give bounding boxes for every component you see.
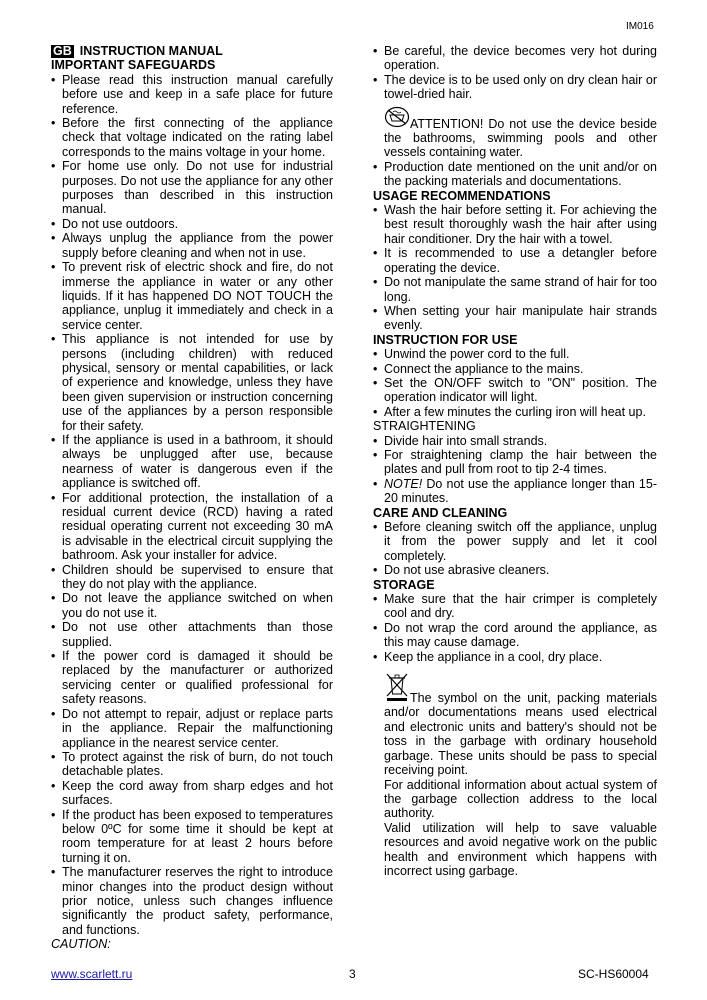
recycle-info: For additional information about actual system of the garbage collection address to the local authority. (384, 777, 657, 821)
usage-list (373, 203, 657, 333)
list-item: • Do not leave the appliance switched on when you do not use it. (51, 591, 333, 620)
list-item: • Do not use outdoors. (51, 217, 333, 231)
list-item: • Always unplug the appliance from the power supply before cleaning and when not in use. (51, 231, 333, 260)
note-label: NOTE! (384, 476, 423, 491)
list-item: • It is recommended to use a detangler before operating the device. (373, 246, 657, 275)
list-item: • For straightening clamp the hair between the plates and pull from root to tip 2-4 times. (373, 448, 657, 477)
caution-label: CAUTION: (51, 937, 111, 952)
note-item: • NOTE! Do not use the appliance longer than 15-20 minutes. (373, 477, 657, 506)
left-column (51, 44, 333, 952)
list-item: • Production date mentioned on the unit and/or on the packing materials and documentations. (373, 160, 657, 189)
section-straightening: STRAIGHTENING (373, 419, 476, 434)
model-number: SC-HS60004 (578, 967, 649, 981)
recycle-valid: Valid utilization will help to save valuable resources and avoid negative work on the public health and environment which happens with incorrect using garbage. (384, 820, 657, 878)
list-item: • Connect the appliance to the mains. (373, 362, 657, 376)
page-number: 3 (349, 967, 356, 981)
manual-title: GB INSTRUCTION MANUAL (53, 44, 223, 58)
section-storage: STORAGE (373, 577, 435, 592)
section-safeguards: IMPORTANT SAFEGUARDS (51, 58, 216, 73)
list-item: • Keep the appliance in a cool, dry place. (373, 650, 657, 664)
no-water-icon (384, 106, 410, 131)
section-instruction: INSTRUCTION FOR USE (373, 332, 518, 347)
list-item: • After a few minutes the curling iron will heat up. (373, 405, 657, 419)
section-usage: USAGE RECOMMENDATIONS (373, 188, 551, 203)
production-info (373, 160, 657, 189)
list-item: • Set the ON/OFF switch to "ON" position. The operation indicator will light. (373, 376, 657, 405)
care-list (373, 520, 657, 578)
list-item: • For additional protection, the installation of a residual current device (RCD) having a rated residual operating current not exceeding 30 mA is advisable in the electrical circuit supplying the bathroom. Ask your installer for advice. (51, 491, 333, 563)
straightening-list (373, 434, 657, 506)
list-item: • Do not wrap the cord around the appliance, as this may cause damage. (373, 621, 657, 650)
list-item: • This appliance is not intended for use by persons (including children) with reduced physical, sensory or mental capabilities, or lack of experience and knowledge, unless they have been given supervision or instruction concerning use of the appliances by a person responsible for their safety. (51, 332, 333, 433)
list-item: • The device is to be used only on dry clean hair or towel-dried hair. (373, 73, 657, 102)
right-column (373, 44, 657, 878)
list-item: • Children should be supervised to ensure that they do not play with the appliance. (51, 563, 333, 592)
list-item: • Do not manipulate the same strand of hair for too long. (373, 275, 657, 304)
list-item: • Before cleaning switch off the appliance, unplug it from the power supply and let it cool completely. (373, 520, 657, 563)
list-item: • Do not use abrasive cleaners. (373, 563, 657, 577)
list-item: • To prevent risk of electric shock and fire, do not immerse the appliance in water or any other liquids. If it has happened DO NOT TOUCH the appliance, unplug it immediately and check in a service center. (51, 260, 333, 332)
list-item: • For home use only. Do not use for industrial purposes. Do not use the appliance for any other purposes than described in this instruction manual. (51, 159, 333, 217)
list-item: • Divide hair into small strands. (373, 434, 657, 448)
safeguards-list (51, 73, 333, 937)
list-item: • When setting your hair manipulate hair strands evenly. (373, 304, 657, 333)
website-link[interactable]: www.scarlett.ru (51, 967, 133, 981)
list-item: • To protect against the risk of burn, do not touch detachable plates. (51, 750, 333, 779)
list-item: • Be careful, the device becomes very hot during operation. (373, 44, 657, 73)
list-item: • Before the first connecting of the appliance check that voltage indicated on the rating label corresponds to the mains voltage in your home. (51, 116, 333, 159)
section-care: CARE AND CLEANING (373, 505, 508, 520)
list-item: • Do not attempt to repair, adjust or replace parts in the appliance. Repair the malfunctioning appliance in the nearest service center. (51, 707, 333, 750)
list-item: • Please read this instruction manual carefully before use and keep in a safe place for future reference. (51, 73, 333, 116)
operation-warnings (373, 44, 657, 102)
attention-note: ATTENTION! Do not use the device beside the bathrooms, swimming pools and other vessels containing water. (373, 106, 657, 160)
storage-list (373, 592, 657, 664)
recycle-note: The symbol on the unit, packing materials and/or documentations means used electrical and electronic units and battery's should not be toss in the garbage with ordinary household garbage. These units should be pass to special receiving point. (373, 670, 657, 777)
footer-link[interactable] (51, 967, 132, 981)
instruction-list (373, 347, 657, 419)
language-badge: GB (53, 44, 72, 58)
list-item: • Keep the cord away from sharp edges and hot surfaces. (51, 779, 333, 808)
list-item: • If the power cord is damaged it should be replaced by the manufacturer or authorized servicing center or qualified professional for safety reasons. (51, 649, 333, 707)
list-item: • If the appliance is used in a bathroom, it should always be unplugged after use, because nearness of water is dangerous even if the appliance is switched off. (51, 433, 333, 491)
list-item: • The manufacturer reserves the right to introduce minor changes into the product design without prior notice, unless such changes influence significantly the product safety, performance, and functions. (51, 865, 333, 937)
document-code: IM016 (626, 21, 654, 32)
list-item: • Do not use other attachments than those supplied. (51, 620, 333, 649)
list-item: • If the product has been exposed to temperatures below 0ºC for some time it should be kept at room temperature for at least 2 hours before turning it on. (51, 808, 333, 866)
list-item: • Wash the hair before setting it. For achieving the best result thoroughly wash the hair after using hair conditioner. Dry the hair with a towel. (373, 203, 657, 246)
list-item: • Make sure that the hair crimper is completely cool and dry. (373, 592, 657, 621)
list-item: • Unwind the power cord to the full. (373, 347, 657, 361)
crossed-bin-icon (384, 670, 410, 705)
